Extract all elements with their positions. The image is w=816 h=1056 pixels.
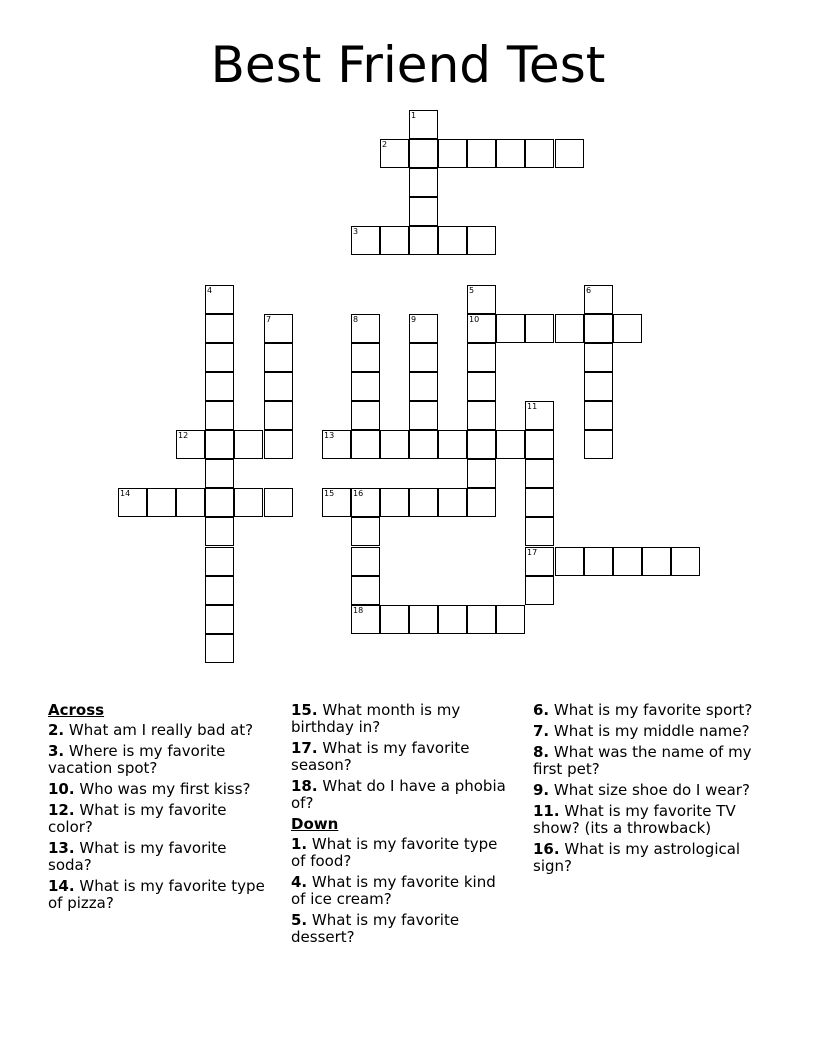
clue-number: 15. [291,701,318,719]
crossword-cell[interactable] [351,372,380,401]
cell-number: 15 [324,489,335,498]
crossword-cell[interactable] [409,430,438,459]
cell-number: 17 [527,548,538,557]
clue-number: 9. [533,781,550,799]
clue-number: 8. [533,743,550,761]
clue-item [533,803,763,837]
crossword-cell[interactable] [525,314,554,343]
crossword-cell[interactable] [205,547,234,576]
clue-item [533,723,763,740]
crossword-cell[interactable] [642,547,671,576]
crossword-cell[interactable] [205,634,234,663]
crossword-cell[interactable] [351,314,380,343]
crossword-cell[interactable] [496,430,525,459]
cell-number: 12 [178,431,189,440]
clue-item [533,841,763,875]
clue-item [291,778,513,812]
crossword-cell[interactable] [409,372,438,401]
crossword-cell[interactable] [438,430,467,459]
cell-number: 13 [324,431,335,440]
crossword-cell[interactable] [351,430,380,459]
clue-number: 12. [48,801,75,819]
clue-item [48,840,270,874]
crossword-cell[interactable] [205,517,234,546]
crossword-cell[interactable] [555,547,584,576]
cell-number: 4 [207,286,213,295]
clue-number: 10. [48,780,75,798]
clue-text: What is my favorite sport? [553,701,753,719]
crossword-cell[interactable] [467,372,496,401]
crossword-cell[interactable] [205,605,234,634]
cell-number: 1 [411,111,417,120]
crossword-cell[interactable] [409,343,438,372]
crossword-cell[interactable] [496,139,525,168]
clue-item [291,702,513,736]
clue-number: 3. [48,742,65,760]
clue-number: 6. [533,701,550,719]
crossword-cell[interactable] [525,517,554,546]
crossword-cell[interactable] [584,372,613,401]
across-heading: Across [48,701,105,719]
clue-text: Where is my favorite vacation spot? [48,742,226,777]
crossword-cell[interactable] [613,547,642,576]
clue-number: 2. [48,721,65,739]
clue-text: What is my favorite soda? [48,839,227,874]
crossword-cell[interactable] [525,459,554,488]
crossword-cell[interactable] [555,139,584,168]
clue-item [291,874,513,908]
clue-item [291,740,513,774]
crossword-cell[interactable] [467,430,496,459]
crossword-cell[interactable] [409,226,438,255]
crossword-cell[interactable] [525,576,554,605]
crossword-cell[interactable] [264,314,293,343]
clue-text: What am I really bad at? [68,721,254,739]
crossword-cell[interactable] [409,605,438,634]
crossword-cell[interactable] [380,605,409,634]
crossword-cell[interactable] [467,139,496,168]
clue-item [291,912,513,946]
cell-number: 8 [353,315,359,324]
clue-number: 7. [533,722,550,740]
crossword-cell[interactable] [467,285,496,314]
crossword-cell[interactable] [205,488,234,517]
crossword-cell[interactable] [467,343,496,372]
crossword-cell[interactable] [438,488,467,517]
crossword-cell[interactable] [205,285,234,314]
clue-text: What is my favorite season? [291,739,470,774]
clue-number: 18. [291,777,318,795]
clue-text: What is my astrological sign? [533,840,741,875]
crossword-cell[interactable] [380,226,409,255]
crossword-cell[interactable] [205,343,234,372]
crossword-cell[interactable] [555,314,584,343]
cell-number: 3 [353,227,359,236]
clue-item [48,878,270,912]
crossword-cell[interactable] [438,226,467,255]
crossword-cell[interactable] [176,488,205,517]
crossword-cell[interactable] [205,459,234,488]
crossword-cell[interactable] [584,314,613,343]
crossword-cell[interactable] [409,488,438,517]
clue-text: What is my favorite TV show? (its a throwback) [533,802,736,837]
clue-item [533,782,763,799]
crossword-cell[interactable] [264,488,293,517]
crossword-cell[interactable] [467,314,496,343]
crossword-cell[interactable] [234,430,263,459]
clue-text: Who was my first kiss? [79,780,251,798]
crossword-cell[interactable] [467,459,496,488]
crossword-cell[interactable] [176,430,205,459]
crossword-cell[interactable] [380,139,409,168]
crossword-cell[interactable] [380,488,409,517]
cell-number: 16 [353,489,364,498]
crossword-cell[interactable] [496,314,525,343]
crossword-cell[interactable] [671,547,700,576]
clue-number: 16. [533,840,560,858]
page-title: Best Friend Test [210,36,606,94]
crossword-cell[interactable] [525,488,554,517]
crossword-cell[interactable] [264,401,293,430]
clue-item [48,781,270,798]
crossword-cell[interactable] [467,401,496,430]
crossword-cell[interactable] [351,576,380,605]
crossword-cell[interactable] [584,285,613,314]
crossword-cell[interactable] [205,314,234,343]
cell-number: 2 [382,140,388,149]
cell-number: 9 [411,315,417,324]
clue-item [48,802,270,836]
cell-number: 10 [469,315,480,324]
crossword-cell[interactable] [205,372,234,401]
clue-text: What was the name of my first pet? [533,743,752,778]
crossword-cell[interactable] [496,605,525,634]
clue-text: What month is my birthday in? [291,701,461,736]
down-heading: Down [291,815,339,833]
cell-number: 7 [266,315,272,324]
crossword-cell[interactable] [351,226,380,255]
crossword-cell[interactable] [205,430,234,459]
crossword-cell[interactable] [234,488,263,517]
crossword-cell[interactable] [147,488,176,517]
crossword-cell[interactable] [264,372,293,401]
cell-number: 18 [353,606,364,615]
clue-text: What is my favorite kind of ice cream? [291,873,496,908]
crossword-cell[interactable] [205,576,234,605]
clue-item [48,743,270,777]
clue-number: 13. [48,839,75,857]
crossword-cell[interactable] [525,547,554,576]
crossword-cell[interactable] [438,605,467,634]
clue-item [533,702,763,719]
clue-text: What do I have a phobia of? [291,777,506,812]
crossword-cell[interactable] [584,401,613,430]
clue-column-3 [533,702,763,879]
crossword-cell[interactable] [584,430,613,459]
crossword-cell[interactable] [438,139,467,168]
crossword-cell[interactable] [584,547,613,576]
cell-number: 11 [527,402,538,411]
clue-text: What size shoe do I wear? [553,781,750,799]
crossword-cell[interactable] [118,488,147,517]
crossword-cell[interactable] [205,401,234,430]
crossword-cell[interactable] [467,488,496,517]
crossword-cell[interactable] [409,197,438,226]
crossword-cell[interactable] [351,547,380,576]
crossword-cell[interactable] [351,401,380,430]
cell-number: 14 [120,489,131,498]
clue-number: 14. [48,877,75,895]
crossword-cell[interactable] [409,314,438,343]
crossword-cell[interactable] [409,168,438,197]
clue-item [533,744,763,778]
clue-number: 4. [291,873,308,891]
crossword-cell[interactable] [409,139,438,168]
crossword-cell[interactable] [264,343,293,372]
crossword-cell[interactable] [351,488,380,517]
clue-text: What is my favorite color? [48,801,227,836]
clue-column-1 [48,702,270,916]
clue-text: What is my favorite type of food? [291,835,498,870]
clue-number: 11. [533,802,560,820]
crossword-cell[interactable] [322,488,351,517]
clue-column-2 [291,702,513,950]
clue-text: What is my favorite type of pizza? [48,877,265,912]
clue-number: 1. [291,835,308,853]
crossword-cell[interactable] [409,110,438,139]
crossword-cell[interactable] [467,226,496,255]
crossword-cell[interactable] [525,430,554,459]
clue-number: 5. [291,911,308,929]
crossword-cell[interactable] [525,401,554,430]
cell-number: 5 [469,286,475,295]
crossword-cell[interactable] [409,401,438,430]
clue-text: What is my favorite dessert? [291,911,460,946]
crossword-cell[interactable] [525,139,554,168]
clue-item [48,722,270,739]
crossword-cell[interactable] [351,605,380,634]
crossword-cell[interactable] [322,430,351,459]
cell-number: 6 [586,286,592,295]
crossword-cell[interactable] [351,343,380,372]
crossword-cell[interactable] [351,517,380,546]
clue-number: 17. [291,739,318,757]
crossword-cell[interactable] [264,430,293,459]
crossword-cell[interactable] [467,605,496,634]
crossword-cell[interactable] [613,314,642,343]
clue-text: What is my middle name? [553,722,750,740]
crossword-cell[interactable] [584,343,613,372]
crossword-cell[interactable] [380,430,409,459]
clue-item [291,836,513,870]
